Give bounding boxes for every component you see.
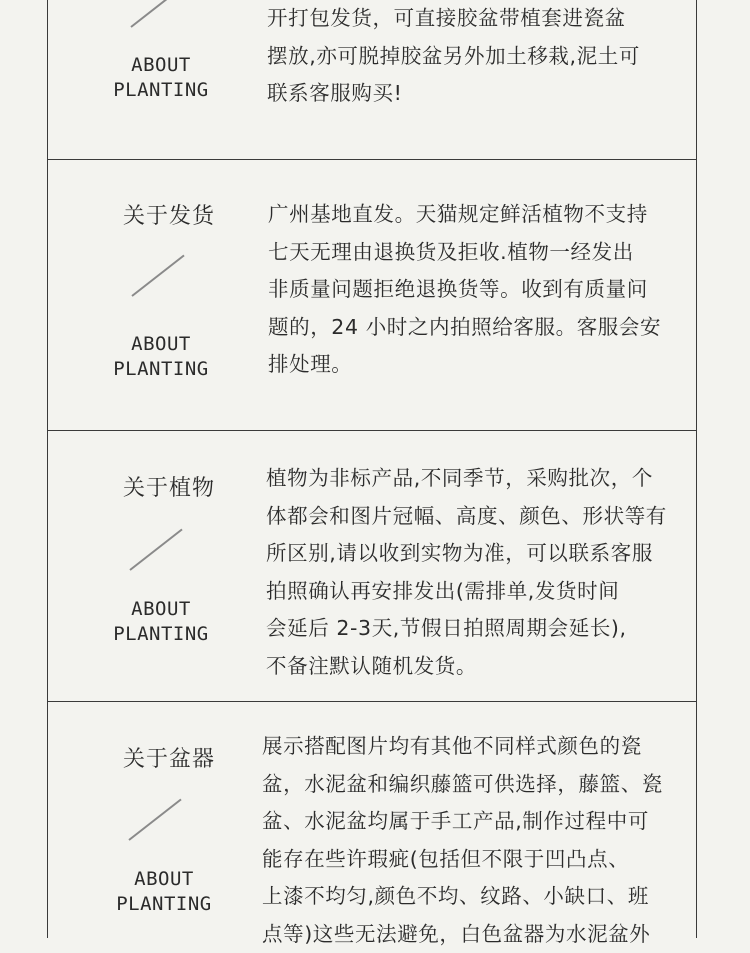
section-body [268, 196, 661, 384]
section-divider [47, 159, 697, 160]
english-label-line2: PLANTING [101, 622, 221, 647]
body-line: 能存在些许瑕疵(包括但不限于凹凸点、 [262, 841, 663, 879]
body-line: 摆放,亦可脱掉胶盆另外加土移栽,泥土可 [267, 38, 640, 76]
section-title: 关于盆器 [123, 742, 215, 773]
body-line: 体都会和图片冠幅、高度、颜色、形状等有 [266, 498, 667, 536]
section-body [267, 0, 640, 113]
body-line: 展示搭配图片均有其他不同样式颜色的瓷 [262, 728, 663, 766]
english-label-line1: ABOUT [101, 597, 221, 622]
english-label-line1: ABOUT [104, 867, 224, 892]
body-line: 开打包发货，可直接胶盆带植套进瓷盆 [267, 0, 640, 38]
body-line: 植物为非标产品,不同季节，采购批次，个 [266, 460, 667, 498]
section-title: 关于植物 [123, 471, 215, 502]
body-line: 上漆不均匀,颜色不均、纹路、小缺口、班 [262, 878, 663, 916]
section-divider [47, 430, 697, 431]
body-line: 不备注默认随机发货。 [266, 648, 667, 686]
section-body [262, 728, 663, 953]
body-line: 拍照确认再安排发出(需排单,发货时间 [266, 573, 667, 611]
body-line: 联系客服购买! [267, 75, 640, 113]
english-label [101, 332, 221, 382]
section-title: 关于发货 [123, 199, 215, 230]
english-label-line1: ABOUT [101, 332, 221, 357]
body-line: 点等)这些无法避免，白色盆器为水泥盆外 [262, 916, 663, 953]
body-line: 所区别,请以收到实物为准，可以联系客服 [266, 535, 667, 573]
section-divider [47, 701, 697, 702]
body-line: 会延后 2-3天,节假日拍照周期会延长), [266, 610, 667, 648]
body-line: 盆、水泥盆均属于手工产品,制作过程中可 [262, 803, 663, 841]
english-label-line2: PLANTING [101, 357, 221, 382]
english-label-line2: PLANTING [104, 892, 224, 917]
body-line: 七天无理由退换货及拒收.植物一经发出 [268, 234, 661, 272]
english-label-line2: PLANTING [101, 78, 221, 103]
section-body [266, 460, 667, 685]
english-label-line1: ABOUT [101, 53, 221, 78]
english-label [101, 53, 221, 103]
english-label [101, 597, 221, 647]
body-line: 排处理。 [268, 346, 661, 384]
english-label [104, 867, 224, 917]
body-line: 广州基地直发。天猫规定鲜活植物不支持 [268, 196, 661, 234]
body-line: 非质量问题拒绝退换货等。收到有质量问 [268, 271, 661, 309]
body-line: 题的，24 小时之内拍照给客服。客服会安 [268, 309, 661, 347]
body-line: 盆，水泥盆和编织藤篮可供选择，藤篮、瓷 [262, 766, 663, 804]
